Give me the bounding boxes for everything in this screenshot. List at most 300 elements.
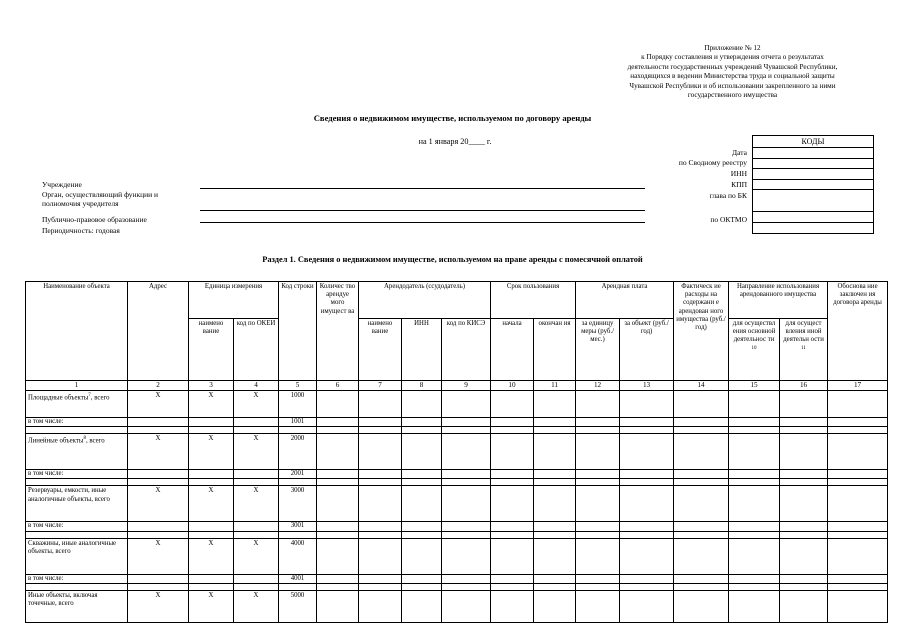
data-cell[interactable] — [442, 538, 491, 574]
data-cell[interactable] — [576, 470, 620, 479]
data-cell[interactable] — [359, 531, 402, 538]
footnote-mark: 11 — [801, 345, 806, 351]
data-cell[interactable] — [317, 391, 359, 418]
data-cell[interactable] — [128, 418, 189, 427]
data-cell[interactable] — [729, 391, 780, 418]
data-cell[interactable] — [674, 479, 729, 486]
col-header-term: Срок пользования — [491, 282, 576, 319]
data-cell[interactable] — [491, 427, 534, 434]
col-header-justification: Обоснова ние заключен ия договора аренды — [828, 282, 888, 381]
data-cell[interactable] — [620, 531, 674, 538]
col-header-term-end: окончан ия — [534, 319, 576, 381]
code-cell-bk[interactable] — [753, 190, 874, 212]
code-cell-oktmo[interactable] — [753, 212, 874, 223]
column-number: 5 — [279, 381, 317, 391]
data-cell[interactable] — [620, 391, 674, 418]
report-date: на 1 января 20____ г. — [418, 137, 492, 146]
data-cell[interactable] — [189, 531, 234, 538]
col-header-unit-okei: код по ОКЕИ — [234, 319, 279, 381]
institution-field[interactable] — [200, 188, 645, 189]
column-number: 17 — [828, 381, 888, 391]
data-cell[interactable] — [620, 538, 674, 574]
data-cell[interactable] — [620, 522, 674, 531]
data-cell[interactable] — [729, 434, 780, 470]
table-row-including — [26, 470, 888, 479]
data-cell[interactable] — [359, 434, 402, 470]
data-cell[interactable] — [359, 538, 402, 574]
data-cell[interactable] — [491, 486, 534, 522]
data-cell[interactable] — [674, 574, 729, 583]
row-code: 2000 — [279, 434, 317, 470]
data-cell[interactable] — [128, 522, 189, 531]
data-cell[interactable] — [576, 486, 620, 522]
data-cell[interactable] — [620, 434, 674, 470]
data-cell[interactable] — [620, 486, 674, 522]
data-cell[interactable] — [674, 470, 729, 479]
data-cell[interactable] — [534, 590, 576, 622]
data-cell[interactable] — [359, 418, 402, 427]
data-cell[interactable] — [189, 583, 234, 590]
data-cell[interactable] — [828, 434, 888, 470]
table-row-blank — [26, 531, 888, 538]
column-number: 8 — [402, 381, 442, 391]
data-cell[interactable] — [491, 583, 534, 590]
data-cell[interactable] — [26, 583, 128, 590]
data-cell[interactable] — [620, 590, 674, 622]
code-cell-periodicity[interactable] — [753, 222, 874, 233]
col-header-rent-object: за объект (руб./год) — [620, 319, 674, 381]
row-name — [26, 486, 128, 522]
data-cell[interactable] — [491, 479, 534, 486]
data-cell[interactable] — [729, 531, 780, 538]
col-header-quantity: Количес тво арендуе мого имущест ва — [317, 282, 359, 381]
data-cell[interactable] — [828, 531, 888, 538]
data-cell[interactable] — [491, 538, 534, 574]
col-header-lessor-inn: ИНН — [402, 319, 442, 381]
data-cell[interactable] — [442, 479, 491, 486]
data-cell[interactable] — [780, 434, 828, 470]
col-header-direction: Направление использования арендованного имущества — [729, 282, 828, 319]
data-cell[interactable] — [317, 583, 359, 590]
table-row-blank — [26, 583, 888, 590]
data-cell[interactable] — [317, 470, 359, 479]
row-code: 3001 — [279, 522, 317, 531]
col-header-term-start: начала — [491, 319, 534, 381]
data-cell[interactable] — [780, 427, 828, 434]
data-cell[interactable] — [317, 538, 359, 574]
data-cell[interactable] — [402, 531, 442, 538]
data-cell[interactable] — [442, 522, 491, 531]
data-cell[interactable] — [780, 418, 828, 427]
data-cell[interactable] — [359, 391, 402, 418]
data-cell[interactable] — [442, 418, 491, 427]
x-mark: X — [128, 434, 189, 470]
data-cell[interactable] — [402, 391, 442, 418]
data-cell[interactable] — [128, 470, 189, 479]
appendix-line: к Порядку составления и утверждения отчета о результатах — [641, 53, 824, 62]
row-name-text: Иные объекты, включая точечные, всего — [28, 591, 98, 608]
x-mark: X — [128, 590, 189, 622]
data-cell[interactable] — [402, 590, 442, 622]
data-cell[interactable] — [828, 538, 888, 574]
code-cell-inn[interactable] — [753, 169, 874, 180]
data-cell[interactable] — [620, 418, 674, 427]
data-cell[interactable] — [26, 427, 128, 434]
data-cell[interactable] — [189, 427, 234, 434]
data-cell[interactable] — [780, 531, 828, 538]
x-mark: X — [128, 538, 189, 574]
direction-main-text: для осуществл ения основной деятельнос ти — [732, 320, 776, 344]
data-cell[interactable] — [729, 427, 780, 434]
data-cell[interactable] — [402, 486, 442, 522]
data-cell[interactable] — [491, 590, 534, 622]
data-cell[interactable] — [317, 479, 359, 486]
column-number: 16 — [780, 381, 828, 391]
data-cell[interactable] — [576, 583, 620, 590]
code-label-inn: ИНН — [730, 169, 747, 178]
authority-label-1: Орган, осуществляющий функции и — [42, 190, 159, 199]
data-cell[interactable] — [534, 486, 576, 522]
data-cell[interactable] — [402, 538, 442, 574]
column-number: 6 — [317, 381, 359, 391]
data-cell[interactable] — [442, 583, 491, 590]
data-cell[interactable] — [576, 434, 620, 470]
data-cell[interactable] — [828, 522, 888, 531]
data-cell[interactable] — [317, 590, 359, 622]
col-header-lessor-name: наимено вание — [359, 319, 402, 381]
appendix-line: Чувашской Республики и об использовании закрепленного за ними — [629, 81, 836, 90]
data-cell[interactable] — [674, 486, 729, 522]
data-cell[interactable] — [674, 531, 729, 538]
data-cell[interactable] — [128, 574, 189, 583]
x-mark: X — [234, 434, 279, 470]
data-cell[interactable] — [189, 418, 234, 427]
data-cell[interactable] — [534, 427, 576, 434]
data-cell[interactable] — [402, 418, 442, 427]
data-cell[interactable] — [442, 470, 491, 479]
document-title: Сведения о недвижимом имуществе, используемом по договору аренды — [313, 113, 592, 123]
data-cell[interactable] — [234, 427, 279, 434]
code-cell-kpp[interactable] — [753, 179, 874, 190]
footnote-mark: 7 — [88, 393, 91, 398]
row-code: 4001 — [279, 574, 317, 583]
data-cell[interactable] — [828, 574, 888, 583]
data-cell[interactable] — [534, 391, 576, 418]
data-cell[interactable] — [780, 590, 828, 622]
appendix-line: деятельности государственных учреждений Чувашской Республики, — [627, 62, 838, 71]
data-cell[interactable] — [576, 391, 620, 418]
data-cell[interactable] — [828, 391, 888, 418]
data-cell[interactable] — [442, 486, 491, 522]
data-cell[interactable] — [402, 583, 442, 590]
data-cell[interactable] — [491, 418, 534, 427]
data-cell[interactable] — [828, 427, 888, 434]
col-header-rent: Арендная плата — [576, 282, 674, 319]
column-number: 12 — [576, 381, 620, 391]
data-cell[interactable] — [317, 427, 359, 434]
data-cell[interactable] — [780, 522, 828, 531]
data-cell[interactable] — [442, 427, 491, 434]
data-cell[interactable] — [442, 434, 491, 470]
data-cell[interactable] — [128, 531, 189, 538]
table-row — [26, 391, 888, 418]
code-cell-date[interactable] — [753, 148, 874, 159]
data-cell[interactable] — [491, 391, 534, 418]
table-row-including — [26, 574, 888, 583]
table-row-including — [26, 418, 888, 427]
row-name-text: Линейные объекты — [28, 437, 84, 445]
data-cell[interactable] — [780, 574, 828, 583]
data-cell[interactable] — [620, 479, 674, 486]
data-cell[interactable] — [491, 470, 534, 479]
data-cell[interactable] — [534, 418, 576, 427]
data-cell[interactable] — [402, 427, 442, 434]
data-cell[interactable] — [620, 427, 674, 434]
data-cell[interactable] — [491, 574, 534, 583]
data-cell[interactable] — [534, 531, 576, 538]
table-row — [26, 434, 888, 470]
data-cell[interactable] — [442, 391, 491, 418]
data-cell[interactable] — [359, 479, 402, 486]
data-cell[interactable] — [620, 470, 674, 479]
table-row — [26, 538, 888, 574]
appendix-line: находящихся в ведении Министерства труда и социальной защиты — [630, 72, 835, 81]
appendix-note — [560, 44, 905, 100]
data-cell[interactable] — [620, 583, 674, 590]
data-cell[interactable] — [26, 531, 128, 538]
codes-header: КОДЫ — [753, 136, 874, 148]
code-label-registry: по Сводному реестру — [678, 158, 747, 167]
x-mark: X — [189, 538, 234, 574]
data-cell[interactable] — [729, 479, 780, 486]
data-cell[interactable] — [674, 391, 729, 418]
x-mark: X — [234, 391, 279, 418]
data-cell[interactable] — [576, 590, 620, 622]
data-cell[interactable] — [234, 574, 279, 583]
data-cell[interactable] — [576, 531, 620, 538]
column-number: 13 — [620, 381, 674, 391]
data-cell[interactable] — [534, 583, 576, 590]
data-cell[interactable] — [491, 531, 534, 538]
data-cell[interactable] — [828, 583, 888, 590]
footnote-mark: 10 — [751, 345, 757, 351]
data-cell[interactable] — [828, 470, 888, 479]
column-number: 10 — [491, 381, 534, 391]
data-cell[interactable] — [234, 531, 279, 538]
data-cell[interactable] — [317, 418, 359, 427]
data-cell[interactable] — [402, 470, 442, 479]
data-cell[interactable] — [279, 427, 317, 434]
code-label-date: Дата — [732, 148, 747, 157]
data-cell[interactable] — [234, 470, 279, 479]
col-header-actual-costs: Фактическ ие расходы на содержани е арендован ного имущества (руб./год) — [674, 282, 729, 381]
x-mark: X — [128, 486, 189, 522]
col-header-address: Адрес — [128, 282, 189, 381]
column-number: 7 — [359, 381, 402, 391]
authority-field[interactable] — [200, 210, 645, 211]
data-cell[interactable] — [279, 479, 317, 486]
column-number: 3 — [189, 381, 234, 391]
data-cell[interactable] — [317, 486, 359, 522]
x-mark: X — [128, 391, 189, 418]
data-cell[interactable] — [189, 574, 234, 583]
data-cell[interactable] — [359, 427, 402, 434]
data-cell[interactable] — [402, 434, 442, 470]
data-cell[interactable] — [317, 574, 359, 583]
data-cell[interactable] — [576, 418, 620, 427]
data-cell[interactable] — [674, 590, 729, 622]
table-row — [26, 486, 888, 522]
data-cell[interactable] — [189, 479, 234, 486]
data-cell[interactable] — [234, 479, 279, 486]
data-cell[interactable] — [317, 522, 359, 531]
data-cell[interactable] — [491, 434, 534, 470]
row-code: 5000 — [279, 590, 317, 622]
data-cell[interactable] — [189, 470, 234, 479]
row-name — [26, 590, 128, 622]
data-cell[interactable] — [780, 479, 828, 486]
row-code: 4000 — [279, 538, 317, 574]
data-cell[interactable] — [576, 538, 620, 574]
data-cell[interactable] — [729, 522, 780, 531]
data-cell[interactable] — [359, 590, 402, 622]
data-cell[interactable] — [828, 479, 888, 486]
data-cell[interactable] — [26, 479, 128, 486]
table-row-blank — [26, 427, 888, 434]
x-mark: X — [234, 538, 279, 574]
column-number: 2 — [128, 381, 189, 391]
row-name — [26, 391, 128, 418]
data-cell[interactable] — [729, 486, 780, 522]
data-cell[interactable] — [534, 522, 576, 531]
data-cell[interactable] — [828, 590, 888, 622]
data-cell[interactable] — [780, 486, 828, 522]
data-cell[interactable] — [442, 590, 491, 622]
col-header-direction-other — [780, 319, 828, 381]
row-name-text: Площадные объекты — [28, 394, 89, 402]
property-table — [25, 281, 888, 623]
x-mark: X — [189, 486, 234, 522]
data-cell[interactable] — [534, 434, 576, 470]
data-cell[interactable] — [828, 486, 888, 522]
codes-table — [752, 135, 874, 234]
data-cell[interactable] — [729, 574, 780, 583]
col-header-code: Код строки — [279, 282, 317, 381]
col-header-unit-name: наимено вание — [189, 319, 234, 381]
data-cell[interactable] — [729, 583, 780, 590]
including-label: в том числе: — [26, 470, 128, 479]
data-cell[interactable] — [359, 522, 402, 531]
data-cell[interactable] — [780, 470, 828, 479]
data-cell[interactable] — [674, 427, 729, 434]
data-cell[interactable] — [674, 418, 729, 427]
data-cell[interactable] — [674, 538, 729, 574]
public-entity-field[interactable] — [200, 222, 645, 223]
including-label: в том числе: — [26, 418, 128, 427]
col-header-direction-main — [729, 319, 780, 381]
col-header-lessor: Арендодатель (ссудодатель) — [359, 282, 491, 319]
data-cell[interactable] — [534, 470, 576, 479]
row-name — [26, 538, 128, 574]
row-code: 2001 — [279, 470, 317, 479]
data-cell[interactable] — [128, 583, 189, 590]
data-cell[interactable] — [491, 522, 534, 531]
code-label-oktmo: по ОКТМО — [710, 215, 747, 224]
row-name-suffix: , всего — [85, 437, 105, 445]
data-cell[interactable] — [576, 522, 620, 531]
data-cell[interactable] — [729, 590, 780, 622]
data-cell[interactable] — [828, 418, 888, 427]
table-row-including — [26, 522, 888, 531]
column-number: 1 — [26, 381, 128, 391]
data-cell[interactable] — [402, 522, 442, 531]
data-cell[interactable] — [402, 479, 442, 486]
data-cell[interactable] — [442, 574, 491, 583]
data-cell[interactable] — [534, 538, 576, 574]
data-cell[interactable] — [674, 434, 729, 470]
data-cell[interactable] — [359, 583, 402, 590]
data-cell[interactable] — [189, 522, 234, 531]
col-header-name: Наименование объекта — [26, 282, 128, 381]
data-cell[interactable] — [576, 427, 620, 434]
periodicity-label: Периодичность: годовая — [42, 226, 120, 235]
data-cell[interactable] — [279, 531, 317, 538]
code-cell-registry[interactable] — [753, 158, 874, 169]
col-header-unit: Единица измерения — [189, 282, 279, 319]
data-cell[interactable] — [402, 574, 442, 583]
data-cell[interactable] — [674, 522, 729, 531]
data-cell[interactable] — [234, 418, 279, 427]
column-number: 15 — [729, 381, 780, 391]
table-row — [26, 590, 888, 622]
data-cell[interactable] — [359, 574, 402, 583]
data-cell[interactable] — [576, 574, 620, 583]
data-cell[interactable] — [576, 479, 620, 486]
column-number: 11 — [534, 381, 576, 391]
data-cell[interactable] — [279, 583, 317, 590]
data-cell[interactable] — [620, 574, 674, 583]
column-number: 4 — [234, 381, 279, 391]
data-cell[interactable] — [359, 486, 402, 522]
data-cell[interactable] — [317, 531, 359, 538]
column-number: 14 — [674, 381, 729, 391]
data-cell[interactable] — [442, 531, 491, 538]
data-cell[interactable] — [359, 470, 402, 479]
data-cell[interactable] — [729, 418, 780, 427]
data-cell[interactable] — [317, 434, 359, 470]
data-cell[interactable] — [534, 574, 576, 583]
data-cell[interactable] — [780, 391, 828, 418]
footnote-mark: 8 — [83, 436, 86, 442]
including-label: в том числе: — [26, 574, 128, 583]
data-cell[interactable] — [234, 522, 279, 531]
data-cell[interactable] — [234, 583, 279, 590]
data-cell[interactable] — [128, 479, 189, 486]
data-cell[interactable] — [729, 538, 780, 574]
row-name — [26, 434, 128, 470]
data-cell[interactable] — [780, 538, 828, 574]
data-cell[interactable] — [128, 427, 189, 434]
column-numbers-row — [26, 381, 888, 391]
public-entity-label: Публично-правовое образование — [42, 215, 147, 224]
data-cell[interactable] — [780, 583, 828, 590]
x-mark: X — [189, 391, 234, 418]
col-header-rent-unit: за единицу меры (руб./ мес.) — [576, 319, 620, 381]
data-cell[interactable] — [729, 470, 780, 479]
data-cell[interactable] — [534, 479, 576, 486]
data-cell[interactable] — [674, 583, 729, 590]
institution-label: Учреждение — [42, 180, 82, 189]
